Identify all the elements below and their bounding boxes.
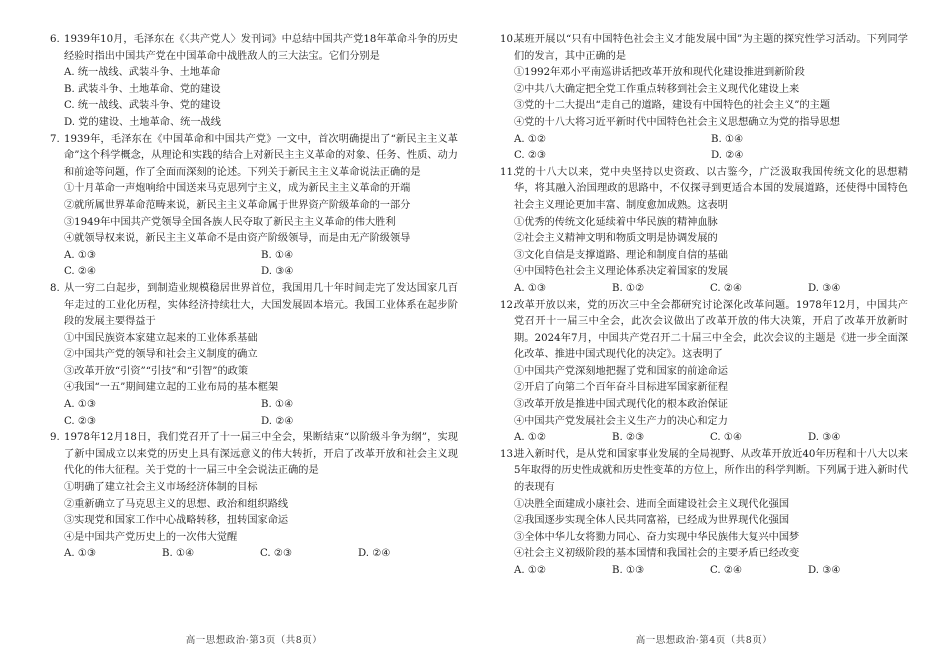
page-footer-right: 高一思想政治·第4页（共8页） xyxy=(635,635,773,646)
option-d[interactable]: D. ②④ xyxy=(711,150,744,162)
stem-text: 党的十八大以来，党中央坚持以史资政、以古鉴今，广泛汲取我国传统文化的思想精华，将其融入治国理政的思路中，不仅探寻到更适合本国的发展道路，还使得中国特色社会主义理论更加丰富、制度愈加成熟。这表明 xyxy=(514,166,908,211)
option-b[interactable]: B. ①④ xyxy=(711,133,744,145)
answer-options xyxy=(500,281,908,298)
option-d[interactable]: D. ③④ xyxy=(808,432,841,444)
left-column xyxy=(50,32,458,563)
statement-3: ③全体中华儿女将勠力同心、奋力实现中华民族伟大复兴中国梦 xyxy=(514,531,800,543)
option-a[interactable]: A. ①③ xyxy=(64,249,97,261)
statement-2: ②重新确立了马克思主义的思想、政治和组织路线 xyxy=(64,498,289,510)
question-12 xyxy=(500,298,908,447)
option-a[interactable]: A. ①③ xyxy=(514,282,547,294)
statement-1: ①明确了建立社会主义市场经济体制的目标 xyxy=(64,482,258,494)
statement-3: ③文化自信是支撑道路、理论和制度自信的基础 xyxy=(514,249,728,261)
option-c[interactable]: C. ②③ xyxy=(260,548,293,560)
page-footer-left: 高一思想政治·第3页（共8页） xyxy=(185,635,323,646)
option-d[interactable]: D. ②④ xyxy=(358,548,391,560)
answer-options xyxy=(500,132,908,165)
statement-1: ①中国共产党深刻地把握了党和国家的前途命运 xyxy=(514,365,728,377)
statement-4: ④党的十八大将习近平新时代中国特色社会主义思想确立为党的指导思想 xyxy=(514,116,840,128)
question-number: 13. xyxy=(500,448,517,460)
option-c[interactable]: C. ②④ xyxy=(64,266,97,278)
option-b[interactable]: B. ①② xyxy=(612,282,645,294)
statement-1: ①中国民族资本家建立起来的工业体系基础 xyxy=(64,332,258,344)
stem-text: 1939年，毛泽东在《中国革命和中国共产党》一文中，首次明确提出了“新民主主义革命”这个科学概念，从理论和实践的结合上对新民主主义革命的对象、任务、性质、动力和前途等问题，作了全面而深刻的论述。下列关于新民主主义革命说法正确的是 xyxy=(64,133,458,178)
question-number: 7. xyxy=(50,133,60,145)
stem-text: 1978年12月18日，我们党召开了十一届三中全会，果断结束“以阶级斗争为纲”，实现了新中国成立以来党的历史上具有深远意义的伟大转折，开启了改革开放和社会主义现代化的伟大征程。关于党的十一届三中全会说法正确的是 xyxy=(64,432,458,477)
statement-4: ④中国特色社会主义理论体系决定着国家的发展 xyxy=(514,266,728,278)
question-stem xyxy=(500,165,908,215)
question-11 xyxy=(500,165,908,298)
question-7 xyxy=(50,132,458,281)
answer-options xyxy=(500,430,908,447)
option-d[interactable]: D. ③④ xyxy=(261,266,294,278)
option-a[interactable]: A. ①③ xyxy=(64,399,97,411)
statement-1: ①十月革命一声炮响给中国送来马克思列宁主义，成为新民主主义革命的开端 xyxy=(64,183,411,195)
option-c[interactable]: C. ②④ xyxy=(710,282,743,294)
statement-3: ③1949年中国共产党领导全国各族人民夺取了新民主主义革命的伟大胜利 xyxy=(64,216,396,228)
answer-options xyxy=(50,397,458,430)
question-stem xyxy=(500,32,908,65)
question-number: 11. xyxy=(500,166,517,178)
question-number: 10. xyxy=(500,34,517,45)
question-number: 9. xyxy=(50,432,60,444)
option-a[interactable]: A. ①③ xyxy=(64,548,97,560)
question-10 xyxy=(500,32,908,165)
stem-text: 改革开放以来，党的历次三中全会都研究讨论深化改革问题。1978年12月，中国共产党召开十一届三中全会，此次会议做出了改革开放的伟大决策，开启了改革开放新时期。2024年7月，中国共产党召开二十届三中全会，此次会议的主题是《进一步全面深化改革、推进中国式现代化的决定》。这表明了 xyxy=(514,299,908,361)
question-number: 12. xyxy=(500,299,517,311)
answer-options xyxy=(50,248,458,281)
statement-2: ②社会主义精神文明和物质文明是协调发展的 xyxy=(514,233,718,245)
statement-2: ②中共八大确定把全党工作重点转移到社会主义现代化建设上来 xyxy=(514,83,800,95)
option-c[interactable]: C. ①④ xyxy=(710,432,743,444)
statement-2: ②就所属世界革命范畴来说，新民主主义革命属于世界资产阶级革命的一部分 xyxy=(64,199,411,211)
option-b[interactable]: B. 武装斗争、土地革命、党的建设 xyxy=(64,83,221,95)
stem-text: 进入新时代，是从党和国家事业发展的全局视野、从改革开放近40年历程和十八大以来5年取得的历史性成就和历史性变革的方位上，所作出的科学判断。下列属于进入新时代的表现有 xyxy=(514,448,908,494)
option-b[interactable]: B. ①③ xyxy=(612,565,645,576)
statement-3: ③改革开放是推进中国式现代化的根本政治保证 xyxy=(514,399,728,411)
question-13 xyxy=(500,447,908,580)
statement-1: ①1992年邓小平南巡讲话把改革开放和现代化建设推进到新阶段 xyxy=(514,67,805,79)
right-column xyxy=(500,32,908,580)
answer-options xyxy=(500,563,908,580)
question-stem xyxy=(50,430,458,480)
statement-4: ④社会主义初级阶段的基本国情和我国社会的主要矛盾已经改变 xyxy=(514,548,800,560)
stem-text: 从一穷二白起步，到制造业规模稳居世界首位，我国用几十年时间走完了发达国家几百年走过的工业化历程，实体经济持续壮大，大国发展固本培元。我国工业体系在起步阶段的发展主要得益于 xyxy=(64,282,458,328)
statement-4: ④是中国共产党历史上的一次伟大觉醒 xyxy=(64,531,238,543)
question-6 xyxy=(50,32,458,132)
question-8 xyxy=(50,281,458,430)
option-c[interactable]: C. ②④ xyxy=(710,565,743,576)
stem-text: 某班开展以“只有中国特色社会主义才能发展中国”为主题的探究性学习活动。下列同学们的发言，其中正确的是 xyxy=(514,34,908,62)
statement-2: ②我国逐步实现全体人民共同富裕，已经成为世界现代化强国 xyxy=(514,515,790,527)
option-b[interactable]: B. ①④ xyxy=(261,399,294,411)
option-c[interactable]: C. ②③ xyxy=(64,415,97,427)
option-b[interactable]: B. ②③ xyxy=(612,432,645,444)
statement-4: ④中国共产党发展社会主义生产力的决心和定力 xyxy=(514,415,728,427)
question-stem xyxy=(50,132,458,182)
statement-3: ③党的十二大提出“走自己的道路，建设有中国特色的社会主义”的主题 xyxy=(514,100,831,112)
statement-2: ②开启了向第二个百年奋斗目标进军国家新征程 xyxy=(514,382,728,394)
statement-1: ①优秀的传统文化延续着中华民族的精神血脉 xyxy=(514,216,718,228)
answer-options xyxy=(50,546,458,563)
statement-4: ④就领导权来说，新民主主义革命不是由资产阶级领导，而是由无产阶级领导 xyxy=(64,233,411,245)
option-d[interactable]: D. ③④ xyxy=(808,565,841,576)
statement-1: ①决胜全面建成小康社会、进而全面建设社会主义现代化强国 xyxy=(514,498,790,510)
option-c[interactable]: C. ②③ xyxy=(514,150,547,162)
question-number: 6. xyxy=(50,34,60,45)
question-stem xyxy=(50,32,458,65)
question-stem xyxy=(500,447,908,497)
option-d[interactable]: D. ③④ xyxy=(808,282,841,294)
option-c[interactable]: C. 统一战线、武装斗争、党的建设 xyxy=(64,100,221,112)
option-b[interactable]: B. ①④ xyxy=(261,249,294,261)
option-a[interactable]: A. ①② xyxy=(514,133,547,145)
option-a[interactable]: A. 统一战线、武装斗争、土地革命 xyxy=(64,67,221,79)
option-b[interactable]: B. ①④ xyxy=(162,548,195,560)
option-a[interactable]: A. ①② xyxy=(514,432,547,444)
statement-3: ③改革开放“引资”“引技”和“引智”的政策 xyxy=(64,365,249,377)
option-d[interactable]: D. 党的建设、土地革命、统一战线 xyxy=(64,116,221,128)
option-d[interactable]: D. ②④ xyxy=(261,415,294,427)
question-number: 8. xyxy=(50,282,60,294)
statement-2: ②中国共产党的领导和社会主义制度的确立 xyxy=(64,349,258,361)
statement-4: ④我国“一五”期间建立起的工业布局的基本框架 xyxy=(64,382,279,394)
statement-3: ③实现党和国家工作中心战略转移，扭转国家命运 xyxy=(64,515,289,527)
question-stem xyxy=(500,298,908,364)
option-a[interactable]: A. ①② xyxy=(514,565,547,576)
question-stem xyxy=(50,281,458,331)
stem-text: 1939年10月，毛泽东在《〈共产党人〉发刊词》中总结中国共产党18年革命斗争的历史经验时指出中国共产党在中国革命中战胜敌人的三大法宝。它们分别是 xyxy=(64,34,458,62)
question-9 xyxy=(50,430,458,563)
